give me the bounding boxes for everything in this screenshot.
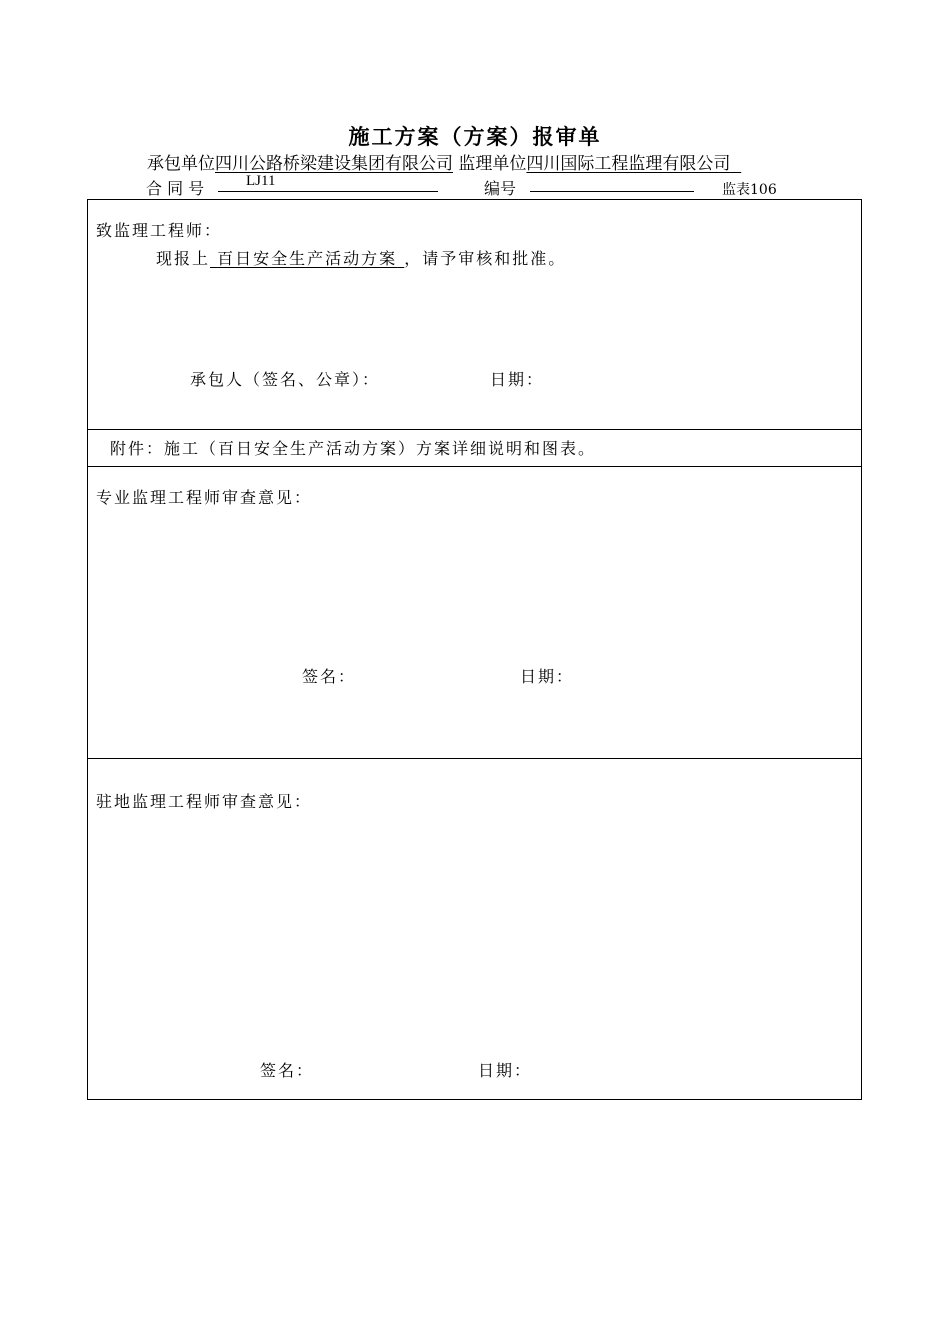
section-resident-review: [88, 758, 861, 1099]
attachment-text: 附件：施工（百日安全生产活动方案）方案详细说明和图表。: [110, 439, 597, 458]
supervisor-label: 监理单位: [458, 154, 527, 174]
section-contractor-report: [88, 200, 861, 430]
contractor-date-label: 日期：: [490, 370, 545, 389]
contract-no-field[interactable]: [218, 173, 438, 195]
serial-label: 编号: [484, 179, 517, 198]
to-engineer-label: 致监理工程师：: [96, 221, 223, 240]
contractor-label: 承包单位: [147, 154, 215, 174]
resident-date-label: 日期：: [478, 1061, 533, 1080]
resident-review-heading: 驻地监理工程师审查意见：: [96, 792, 313, 811]
contractor-value: 四川公路桥梁建设集团有限公司: [215, 154, 453, 174]
page-title: 施工方案（方案）报审单: [348, 125, 602, 149]
specialist-date-label: 日期：: [520, 667, 575, 686]
header-units-line: [147, 149, 741, 174]
review-form-table: [87, 199, 862, 1100]
report-subject: 百日安全生产活动方案: [217, 249, 398, 268]
section-attachment: [88, 429, 861, 467]
section-specialist-review: [88, 466, 861, 759]
report-prefix: 现报上: [156, 249, 211, 268]
resident-sign-label: 签名：: [260, 1061, 315, 1080]
form-code: 监表106: [722, 182, 777, 198]
contractor-signature-label: 承包人（签名、公章）：: [190, 370, 381, 389]
report-suffix: ，请予审核和批准。: [404, 249, 567, 268]
serial-field[interactable]: [530, 176, 694, 195]
specialist-sign-label: 签名：: [302, 667, 357, 686]
specialist-review-heading: 专业监理工程师审查意见：: [96, 488, 313, 507]
report-line: [156, 246, 566, 269]
supervisor-value: 四川国际工程监理有限公司: [526, 154, 731, 174]
contract-no-label: 合 同 号: [146, 179, 205, 198]
contract-no-value: LJ11: [246, 173, 276, 189]
